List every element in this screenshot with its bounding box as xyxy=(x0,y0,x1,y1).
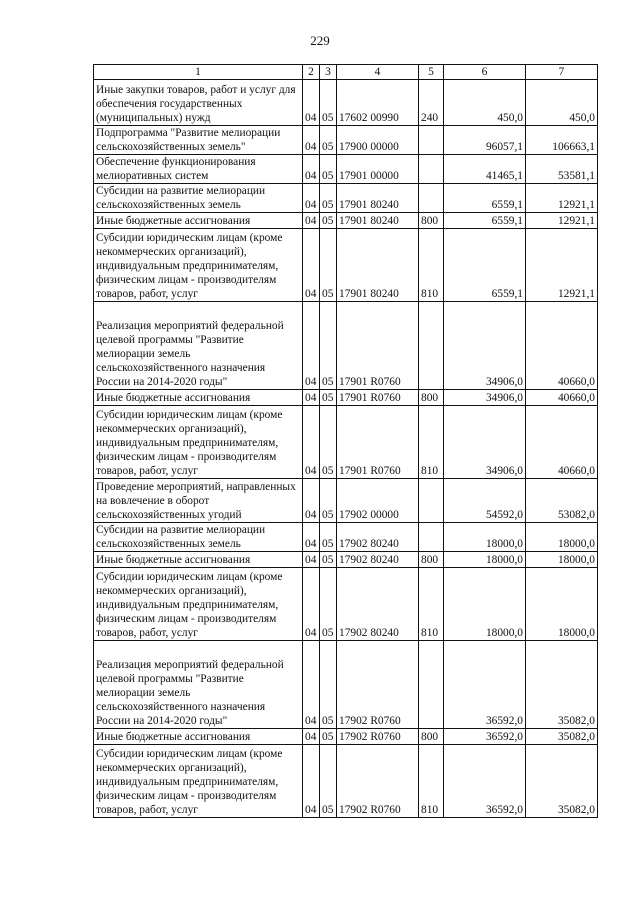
row-subsection: 05 xyxy=(320,479,337,523)
row-section: 04 xyxy=(303,479,320,523)
row-name: Реализация мероприятий федеральной целевой программы "Развитие мелиорации земель сельскохозяйственного назначения России на 2014-2020 годы" xyxy=(94,641,303,729)
col-header-2: 2 xyxy=(303,65,320,80)
row-amount-year2: 35082,0 xyxy=(526,641,598,729)
table-row xyxy=(94,126,598,155)
row-name: Реализация мероприятий федеральной целевой программы "Развитие мелиорации земель сельскохозяйственного назначения России на 2014-2020 годы" xyxy=(94,302,303,390)
row-subsection: 05 xyxy=(320,213,337,229)
row-name: Субсидии юридическим лицам (кроме некоммерческих организаций), индивидуальным предпринимателям, физическим лицам - производителям товаров, работ, услуг xyxy=(94,568,303,641)
row-expense-type xyxy=(419,302,444,390)
row-target-code: 17902 R0760 xyxy=(337,641,419,729)
row-subsection: 05 xyxy=(320,302,337,390)
row-subsection: 05 xyxy=(320,523,337,552)
row-section: 04 xyxy=(303,155,320,184)
row-target-code: 17902 80240 xyxy=(337,552,419,568)
row-expense-type: 810 xyxy=(419,406,444,479)
row-target-code: 17902 00000 xyxy=(337,479,419,523)
row-name: Иные бюджетные ассигнования xyxy=(94,390,303,406)
row-name: Субсидии юридическим лицам (кроме некоммерческих организаций), индивидуальным предпринимателям, физическим лицам - производителям товаров, работ, услуг xyxy=(94,406,303,479)
row-amount-year2: 40660,0 xyxy=(526,302,598,390)
row-target-code: 17901 80240 xyxy=(337,229,419,302)
row-amount-year2: 12921,1 xyxy=(526,213,598,229)
row-amount-year2: 18000,0 xyxy=(526,552,598,568)
row-expense-type: 800 xyxy=(419,213,444,229)
row-section: 04 xyxy=(303,302,320,390)
row-name: Иные бюджетные ассигнования xyxy=(94,213,303,229)
row-target-code: 17902 80240 xyxy=(337,523,419,552)
table-row xyxy=(94,229,598,302)
table-row xyxy=(94,729,598,745)
row-subsection: 05 xyxy=(320,229,337,302)
row-amount-year1: 6559,1 xyxy=(444,213,526,229)
row-section: 04 xyxy=(303,641,320,729)
row-amount-year2: 53581,1 xyxy=(526,155,598,184)
row-subsection: 05 xyxy=(320,390,337,406)
row-target-code: 17901 R0760 xyxy=(337,406,419,479)
row-target-code: 17602 00990 xyxy=(337,80,419,126)
row-expense-type xyxy=(419,523,444,552)
table-row xyxy=(94,552,598,568)
row-subsection: 05 xyxy=(320,126,337,155)
row-target-code: 17900 00000 xyxy=(337,126,419,155)
row-name: Подпрограмма "Развитие мелиорации сельскохозяйственных земель" xyxy=(94,126,303,155)
row-amount-year2: 12921,1 xyxy=(526,229,598,302)
row-amount-year1: 54592,0 xyxy=(444,479,526,523)
row-amount-year1: 36592,0 xyxy=(444,745,526,818)
table-row xyxy=(94,641,598,729)
row-name: Субсидии на развитие мелиорации сельскохозяйственных земель xyxy=(94,184,303,213)
col-header-5: 5 xyxy=(419,65,444,80)
table-row xyxy=(94,523,598,552)
row-target-code: 17902 80240 xyxy=(337,568,419,641)
row-subsection: 05 xyxy=(320,406,337,479)
row-section: 04 xyxy=(303,729,320,745)
row-subsection: 05 xyxy=(320,745,337,818)
row-section: 04 xyxy=(303,213,320,229)
row-target-code: 17901 R0760 xyxy=(337,390,419,406)
table-row xyxy=(94,568,598,641)
table-row xyxy=(94,184,598,213)
row-target-code: 17901 80240 xyxy=(337,184,419,213)
row-amount-year1: 36592,0 xyxy=(444,729,526,745)
row-subsection: 05 xyxy=(320,552,337,568)
row-expense-type: 240 xyxy=(419,80,444,126)
row-subsection: 05 xyxy=(320,729,337,745)
row-expense-type: 800 xyxy=(419,390,444,406)
row-amount-year2: 35082,0 xyxy=(526,745,598,818)
row-expense-type: 800 xyxy=(419,729,444,745)
row-expense-type xyxy=(419,155,444,184)
col-header-3: 3 xyxy=(320,65,337,80)
row-expense-type xyxy=(419,641,444,729)
page-number: 229 xyxy=(310,33,330,48)
row-amount-year1: 34906,0 xyxy=(444,406,526,479)
table-row xyxy=(94,213,598,229)
budget-table xyxy=(93,64,598,818)
row-amount-year1: 96057,1 xyxy=(444,126,526,155)
row-subsection: 05 xyxy=(320,184,337,213)
row-amount-year2: 40660,0 xyxy=(526,406,598,479)
col-header-6: 6 xyxy=(444,65,526,80)
table-row xyxy=(94,406,598,479)
row-name: Иные закупки товаров, работ и услуг для обеспечения государственных (муниципальных) нужд xyxy=(94,80,303,126)
row-amount-year2: 18000,0 xyxy=(526,523,598,552)
table-row xyxy=(94,745,598,818)
row-name: Иные бюджетные ассигнования xyxy=(94,729,303,745)
row-section: 04 xyxy=(303,523,320,552)
row-expense-type: 810 xyxy=(419,568,444,641)
row-amount-year2: 450,0 xyxy=(526,80,598,126)
col-header-1: 1 xyxy=(94,65,303,80)
row-section: 04 xyxy=(303,406,320,479)
row-amount-year2: 12921,1 xyxy=(526,184,598,213)
row-subsection: 05 xyxy=(320,155,337,184)
row-amount-year1: 18000,0 xyxy=(444,523,526,552)
header-row xyxy=(94,65,598,80)
row-expense-type: 810 xyxy=(419,745,444,818)
row-section: 04 xyxy=(303,390,320,406)
table-row xyxy=(94,302,598,390)
row-subsection: 05 xyxy=(320,568,337,641)
row-section: 04 xyxy=(303,568,320,641)
row-name: Проведение мероприятий, направленных на вовлечение в оборот сельскохозяйственных угодий xyxy=(94,479,303,523)
row-expense-type: 810 xyxy=(419,229,444,302)
table-row xyxy=(94,80,598,126)
row-amount-year1: 450,0 xyxy=(444,80,526,126)
row-amount-year2: 106663,1 xyxy=(526,126,598,155)
row-subsection: 05 xyxy=(320,80,337,126)
row-amount-year1: 36592,0 xyxy=(444,641,526,729)
row-section: 04 xyxy=(303,184,320,213)
row-expense-type xyxy=(419,126,444,155)
row-target-code: 17901 R0760 xyxy=(337,302,419,390)
row-amount-year2: 53082,0 xyxy=(526,479,598,523)
row-subsection: 05 xyxy=(320,641,337,729)
row-target-code: 17901 00000 xyxy=(337,155,419,184)
row-expense-type xyxy=(419,479,444,523)
row-name: Субсидии юридическим лицам (кроме некоммерческих организаций), индивидуальным предпринимателям, физическим лицам - производителям товаров, работ, услуг xyxy=(94,745,303,818)
row-target-code: 17902 R0760 xyxy=(337,745,419,818)
table-row xyxy=(94,479,598,523)
row-amount-year2: 35082,0 xyxy=(526,729,598,745)
row-target-code: 17901 80240 xyxy=(337,213,419,229)
row-amount-year1: 41465,1 xyxy=(444,155,526,184)
row-section: 04 xyxy=(303,552,320,568)
row-section: 04 xyxy=(303,80,320,126)
row-name: Иные бюджетные ассигнования xyxy=(94,552,303,568)
col-header-7: 7 xyxy=(526,65,598,80)
row-amount-year1: 18000,0 xyxy=(444,568,526,641)
row-name: Субсидии на развитие мелиорации сельскохозяйственных земель xyxy=(94,523,303,552)
row-target-code: 17902 R0760 xyxy=(337,729,419,745)
row-amount-year2: 40660,0 xyxy=(526,390,598,406)
row-amount-year1: 34906,0 xyxy=(444,390,526,406)
row-section: 04 xyxy=(303,745,320,818)
row-expense-type xyxy=(419,184,444,213)
row-amount-year1: 34906,0 xyxy=(444,302,526,390)
row-section: 04 xyxy=(303,229,320,302)
row-amount-year1: 18000,0 xyxy=(444,552,526,568)
table-row xyxy=(94,155,598,184)
col-header-4: 4 xyxy=(337,65,419,80)
row-amount-year1: 6559,1 xyxy=(444,184,526,213)
row-section: 04 xyxy=(303,126,320,155)
table-row xyxy=(94,390,598,406)
row-amount-year1: 6559,1 xyxy=(444,229,526,302)
row-expense-type: 800 xyxy=(419,552,444,568)
row-name: Субсидии юридическим лицам (кроме некоммерческих организаций), индивидуальным предпринимателям, физическим лицам - производителям товаров, работ, услуг xyxy=(94,229,303,302)
row-amount-year2: 18000,0 xyxy=(526,568,598,641)
row-name: Обеспечение функционирования мелиоративных систем xyxy=(94,155,303,184)
